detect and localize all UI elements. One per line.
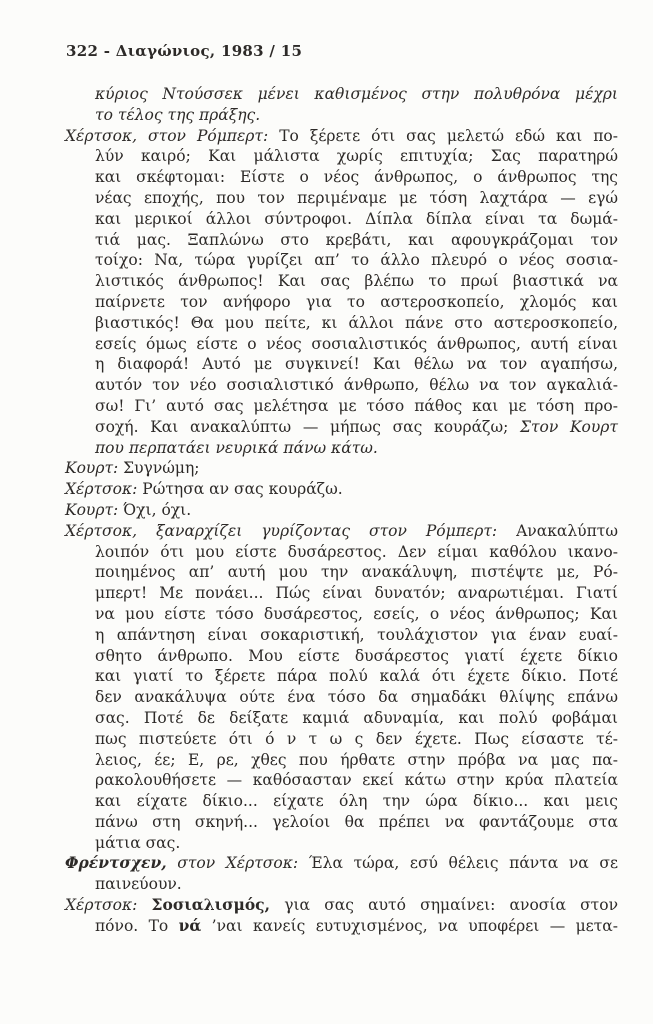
text-segment: λιστικός άνθρωπος! Και σας βλέπω το πρωί βιαστικά να [95, 272, 618, 291]
text-line [65, 625, 618, 646]
text-line [65, 250, 618, 271]
text-line [65, 334, 618, 355]
text-segment: Χέρτσοκ: [65, 896, 152, 915]
text-segment: να μου είστε τόσο δυσάρεστος, εσείς, ο νέος άνθρωπος; Και [95, 604, 618, 623]
text-segment: ρακολουθήσετε — καθόσασταν εκεί κάτω στην κρύα πλατεία [95, 771, 618, 790]
text-segment: που περπατάει νευρικά πάνω κάτω. [95, 438, 378, 457]
text-segment: αυτόν τον νέο σοσιαλιστικό άνθρωπο, θέλω να τον αγκαλιά- [95, 376, 618, 395]
text-line [65, 84, 618, 105]
text-segment: και μερικοί άλλοι σύντροφοι. Δίπλα δίπλα είναι τα δωμά- [95, 209, 618, 228]
text-line [65, 770, 618, 791]
text-line [65, 916, 618, 937]
text-line [65, 105, 618, 126]
text-block [65, 84, 618, 937]
text-segment: νέας εποχής, που τον περιμέναμε με τόση λαχτάρα — εγώ [95, 188, 618, 207]
text-line [65, 853, 618, 874]
text-line [65, 188, 618, 209]
text-line [65, 729, 618, 750]
text-line [65, 292, 618, 313]
text-line [65, 230, 618, 251]
text-segment: σας. Ποτέ δε δείξατε καμιά αδυναμία, και πολύ φοβάμαι [95, 708, 618, 727]
text-line [65, 708, 618, 729]
text-segment: τοίχο: Να, τώρα γυρίζει απ’ το άλλο πλευρό ο νέος σοσια- [95, 251, 618, 270]
page-header: 322 - Διαγώνιος, 1983 / 15 [66, 42, 303, 60]
text-segment: παίρνετε τον ανήφορο για το αστεροσκοπείο, χλομός και [95, 292, 618, 311]
text-segment: σθητο άνθρωπο. Μου είστε δυσάρεστος γιατί έχετε δίκιο [95, 646, 618, 665]
text-line [65, 375, 618, 396]
text-segment: πόνο. Το [95, 916, 179, 935]
text-segment: λειος, έε; Ε, ρε, χθες που ήρθατε στην πρόβα να μας πα- [95, 750, 618, 769]
text-line [65, 146, 618, 167]
text-segment: και είχατε δίκιο... είχατε όλη την ώρα δίκιο... και μεις [95, 792, 618, 811]
text-line [65, 521, 618, 542]
text-line [65, 562, 618, 583]
text-line [65, 895, 618, 916]
text-line [65, 396, 618, 417]
text-segment: και γιατί το ξέρετε πάρα πολύ καλά ότι έχετε δίκιο. Ποτέ [95, 667, 618, 686]
text-segment: ’ναι κανείς ευτυχισμένος, να υποφέρει — μετα- [201, 916, 618, 935]
text-segment: Χέρτσοκ, στον Ρόμπερτ: [65, 126, 280, 145]
text-line [65, 874, 618, 895]
text-line [65, 542, 618, 563]
text-segment: Σοσιαλισμός, [151, 895, 271, 915]
text-line [65, 500, 618, 521]
text-segment: λοιπόν ότι μου είστε δυσάρεστος. Δεν είμαι καθόλου ικανο- [95, 542, 618, 561]
text-segment: η διαφορά! Αυτό με συγκινεί! Και θέλω να τον αγαπήσω, [95, 355, 618, 374]
text-segment: κύριος Ντούσσεκ μένει καθισμένος στην πολυθρόνα μέχρι [95, 85, 618, 103]
text-segment: Το ξέρετε ότι σας μελετώ εδώ και πο- [279, 126, 618, 145]
text-segment: πως πιστεύετε ότι ό ν τ ω ς δεν έχετε. Πως είσαστε τέ- [95, 729, 618, 748]
text-line [65, 167, 618, 188]
text-segment: για σας αυτό σημαίνει: ανοσία στον [270, 896, 619, 915]
text-segment: μάτια σας. [95, 833, 181, 852]
text-segment: δεν ανακάλυψα ούτε ένα τόσο δα σημαδάκι θλίψης επάνω [95, 688, 618, 707]
text-line [65, 126, 618, 147]
text-segment: Φρέντσχεν, [65, 853, 167, 873]
text-segment: βιαστικός! Θα μου πείτε, κι άλλοι πάνε στο αστεροσκοπείο, [95, 313, 618, 332]
text-segment: ποιημένος απ’ αυτή μου την ανακάλυψη, πιστέψτε με, Ρό- [95, 563, 618, 582]
text-segment: παινεύουν. [95, 875, 182, 894]
text-segment: Όχι, όχι. [123, 500, 192, 519]
text-line [65, 812, 618, 833]
text-segment: λύν καιρό; Και μάλιστα χωρίς επιτυχία; Σας παρατηρώ [95, 147, 618, 166]
text-line [65, 313, 618, 334]
text-segment: η απάντηση είναι σοκαριστική, τουλάχιστον για έναν ευαί- [95, 625, 618, 644]
text-segment: το τέλος της πράξης. [95, 105, 261, 124]
text-line [65, 417, 618, 438]
text-segment: Συγνώμη; [123, 459, 200, 478]
text-line [65, 833, 618, 854]
text-segment: στον Χέρτσοκ: [166, 854, 309, 873]
text-line [65, 479, 618, 500]
text-segment: σω! Γι’ αυτό σας μελέτησα με τόσο πάθος και με τόση προ- [95, 396, 618, 415]
text-line [65, 354, 618, 375]
text-line [65, 750, 618, 771]
text-segment: Κουρτ: [65, 500, 124, 519]
text-line [65, 438, 618, 459]
text-segment: Ρώτησα αν σας κουράζω. [142, 480, 343, 499]
text-line [65, 687, 618, 708]
text-segment: μπερτ! Με πονάει... Πώς είναι δυνατόν; αναρωτιέμαι. Γιατί [95, 584, 618, 603]
text-segment: Ανακαλύπτω [516, 521, 618, 540]
text-segment: Κουρτ: [65, 459, 124, 478]
text-segment: τιά μας. Ξαπλώνω στο κρεβάτι, και αφουγκράζομαι τον [95, 230, 618, 249]
text-segment: Χέρτσοκ: [65, 480, 143, 499]
text-line [65, 458, 618, 479]
text-segment: και σκέφτομαι: Είστε ο νέος άνθρωπος, ο άνθρωπος της [95, 168, 618, 187]
text-segment: Έλα τώρα, εσύ θέλεις πάντα να σε [308, 854, 618, 873]
text-line [65, 604, 618, 625]
text-line [65, 646, 618, 667]
text-line [65, 583, 618, 604]
text-segment: πάνω στη σκηνή... γελοίοι θα πρέπει να φαντάζουμε στα [95, 812, 618, 831]
text-segment: Στον Κουρτ [520, 417, 618, 436]
text-line [65, 666, 618, 687]
text-line [65, 271, 618, 292]
text-segment: Χέρτσοκ, ξαναρχίζει γυρίζοντας στον Ρόμπερτ: [65, 521, 517, 540]
text-segment: νά [178, 915, 202, 935]
text-line [65, 791, 618, 812]
text-line [65, 209, 618, 230]
text-segment: εσείς όμως είστε ο νέος σοσιαλιστικός άνθρωπος, αυτή είναι [95, 334, 618, 353]
text-segment: σοχή. Και ανακαλύπτω — μήπως σας κουράζω; [95, 417, 520, 436]
